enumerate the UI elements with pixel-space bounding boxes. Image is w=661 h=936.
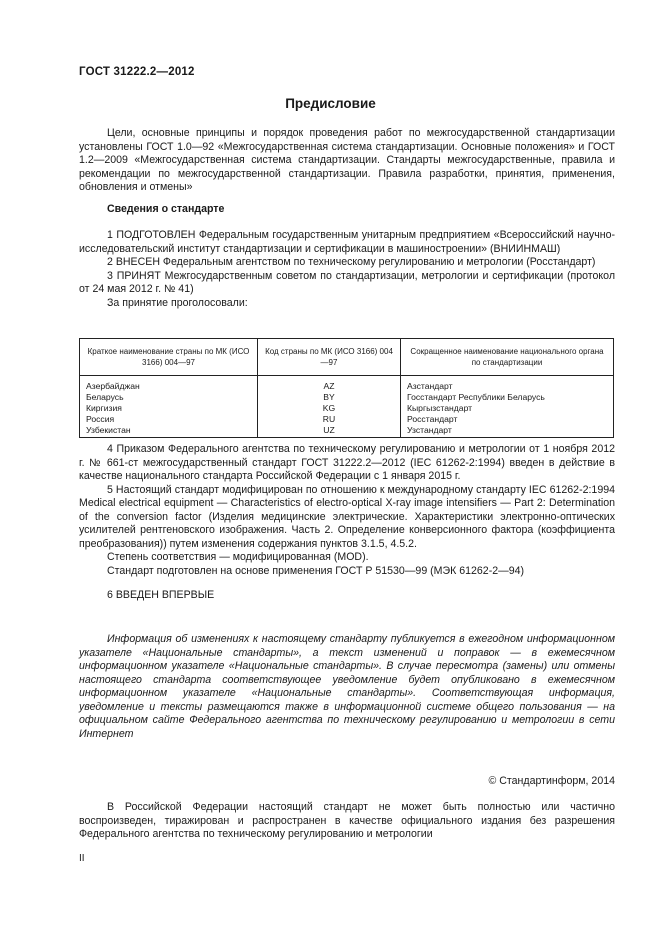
header-national-body: Сокращенное наименование национального органа по стандартизации xyxy=(401,339,614,376)
national-body: Азстандарт xyxy=(407,381,453,391)
country-name: Киргизия xyxy=(80,403,258,414)
header-country-name: Краткое наименование страны по МК (ИСО 3166) 004—97 xyxy=(80,339,258,376)
national-body: Госстандарт Республики Беларусь xyxy=(407,392,545,402)
page-number: II xyxy=(79,853,85,864)
rights-block xyxy=(79,801,615,842)
national-body: Росстандарт xyxy=(407,414,458,424)
country-code: KG xyxy=(258,403,401,414)
national-body: Кыргызстандарт xyxy=(407,403,473,413)
table-row xyxy=(80,425,614,438)
item-adopted: 3 ПРИНЯТ Межгосударственным советом по стандартизации, метрологии и сертификации (протокол от 24 мая 2012 г. № 41) xyxy=(79,269,615,295)
country-code: RU xyxy=(258,414,401,425)
table-row xyxy=(80,403,614,414)
basis-statement: Стандарт подготовлен на основе применения ГОСТ Р 51530—99 (МЭК 61262-2—94) xyxy=(107,564,525,577)
document-id-header: ГОСТ 31222.2—2012 xyxy=(79,66,195,78)
table-header-row xyxy=(80,339,614,376)
table-row xyxy=(80,376,614,393)
vote-label: За принятие проголосовали: xyxy=(107,296,248,309)
national-body: Узстандарт xyxy=(407,425,452,435)
intro-paragraph: Цели, основные принципы и порядок проведения работ по межгосударственной стандартизации установлены ГОСТ 1.0—92 «Межгосударственная система стандартизации. Основные положения» и ГОСТ 1.2—2009 «Межгосударственная система стандартизации. Стандарты межгосударственные, правила и рекомендации по межгосударственной стандартизации. Правила разработки, принятия, применения, обновления и отмены» xyxy=(79,127,615,193)
copyright-line: © Стандартинформ, 2014 xyxy=(488,775,615,787)
info-heading: Сведения о стандарте xyxy=(107,203,225,215)
item-first-introduced: 6 ВВЕДЕН ВПЕРВЫЕ xyxy=(107,589,215,601)
standard-info-block xyxy=(79,229,615,310)
voting-countries-table xyxy=(79,338,614,438)
item-modified: 5 Настоящий стандарт модифицирован по отношению к международному стандарту IEC 61262-2:1994 Medical electrical equipment — Characteristics of electro-optical X-ray image intensifiers — Part 2: Determination of the conversion factor (Изделия медицинские электрические. Характеристики электронно-оптических усилителей рентгеновского изображения. Часть 2. Определение конверсионного фактора (коэффициента преобразования)) путем изменения содержания пунктов 3.1.5, 4.5.2. xyxy=(79,483,615,550)
country-name: Узбекистан xyxy=(80,425,258,438)
changes-notice: Информация об изменениях к настоящему стандарту публикуется в ежегодном информационном указателе «Национальные стандарты», а текст изменений и поправок — в ежемесячном информационном указателе «Национальные стандарты». В случае пересмотра (замены) или отмены настоящего стандарта соответствующее уведомление будет опубликовано в ежемесячном информационном указателе «Национальные стандарты». Соответствующая информация, уведомление и тексты размещаются также в информационной системе общего пользования — на официальном сайте Федерального агентства по техническому регулированию и метрологии в сети Интернет xyxy=(79,633,615,740)
item-prepared: 1 ПОДГОТОВЛЕН Федеральным государственным унитарным предприятием «Всероссийский научно-исследовательский институт стандартизации и сертификации в машиностроении» (ВНИИНМАШ) xyxy=(79,229,615,255)
degree-of-correspondence: Степень соответствия — модифицированная (MOD). xyxy=(107,551,369,563)
page-title: Предисловие xyxy=(285,96,376,111)
table-row xyxy=(80,392,614,403)
notice-block xyxy=(79,633,615,741)
country-name: Беларусь xyxy=(80,392,258,403)
country-name: Азербайджан xyxy=(80,376,258,393)
country-code: BY xyxy=(258,392,401,403)
country-name: Россия xyxy=(80,414,258,425)
header-country-code: Код страны по МК (ИСО 3166) 004—97 xyxy=(258,339,401,376)
country-code: UZ xyxy=(258,425,401,438)
table-row xyxy=(80,414,614,425)
intro-block xyxy=(79,127,615,195)
item-submitted: 2 ВНЕСЕН Федеральным агентством по техническому регулированию и метрологии (Росстандарт) xyxy=(107,256,596,268)
item-enacted: 4 Приказом Федерального агентства по техническому регулированию и метрологии от 1 ноября 2012 г. № 661-ст межгосударственный стандарт ГОСТ 31222.2—2012 (IEC 61262-2:1994) введен в действие в качестве национального стандарта Российской Федерации с 1 января 2015 г. xyxy=(79,443,615,482)
rights-notice: В Российской Федерации настоящий стандарт не может быть полностью или частично воспроизведен, тиражирован и распространен в качестве официального издания без разрешения Федерального агентства по техническому регулированию и метрологии xyxy=(79,801,615,840)
info-heading-block xyxy=(79,203,615,217)
country-code: AZ xyxy=(258,376,401,393)
standard-info-block-continued xyxy=(79,443,615,603)
